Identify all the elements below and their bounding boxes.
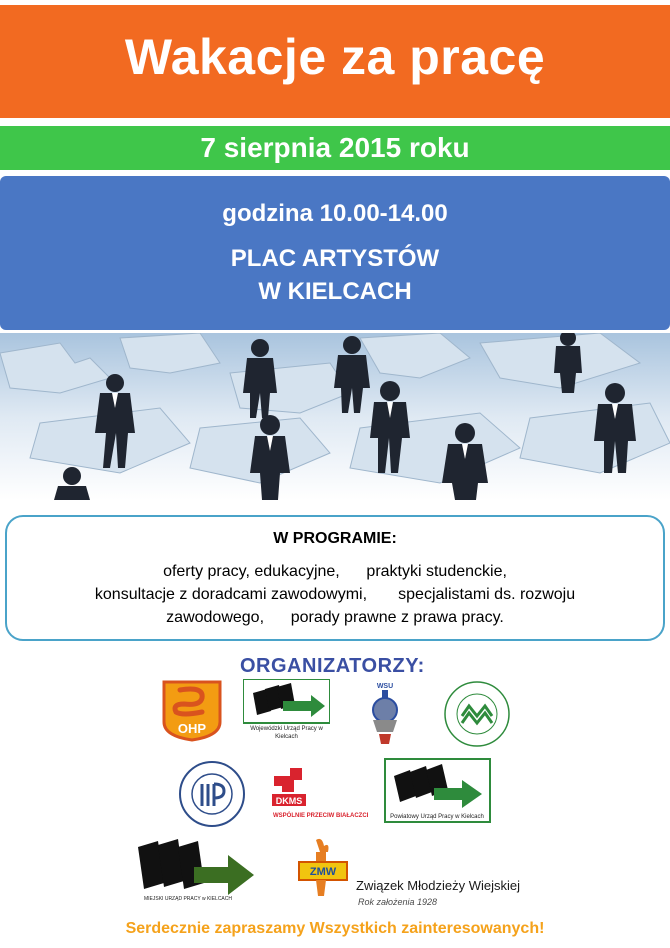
program-line: oferty pracy, edukacyjne, praktyki studenckie, xyxy=(163,563,507,580)
wup-logo xyxy=(243,679,330,749)
svg-text:WSPÓLNIE PRZECIW BIAŁACZCE: WSPÓLNIE PRZECIW BIAŁACZCE xyxy=(273,813,368,819)
ohp-logo-text: OHP xyxy=(177,721,207,736)
ohp-logo xyxy=(158,678,226,742)
organizers-title: ORGANIZATORZY: xyxy=(240,655,425,677)
svg-text:MIEJSKI URZĄD PRACY w KIELCACH: MIEJSKI URZĄD PRACY w KIELCACH xyxy=(144,896,232,902)
closing-invitation: Serdecznie zapraszamy Wszystkich zainteresowanych! xyxy=(125,920,545,937)
event-hours: godzina 10.00-14.00 xyxy=(222,200,448,227)
wup-logo-label: Wojewódzki Urząd Pracy w Kielcach xyxy=(250,726,323,740)
wsu-emblem xyxy=(363,680,407,746)
event-venue-line1: PLAC ARTYSTÓW xyxy=(230,245,440,272)
svg-text:DKMS: DKMS xyxy=(275,796,303,806)
program-line: konsultacje z doradcami zawodowymi, specjalistami ds. rozwoju xyxy=(94,586,576,603)
svg-text:WSU: WSU xyxy=(376,683,394,690)
pip-logo xyxy=(178,760,246,828)
dkms-logo xyxy=(268,766,368,822)
svg-text:ZMW: ZMW xyxy=(309,866,337,878)
pup-logo xyxy=(384,758,491,823)
zmw-badge xyxy=(296,838,350,898)
mup-logo xyxy=(132,837,256,903)
svg-text:Powiatowy Urząd Pracy w Kielca: Powiatowy Urząd Pracy w Kielcach xyxy=(390,814,484,820)
event-date: 7 sierpnia 2015 roku xyxy=(200,132,470,163)
sww-emblem xyxy=(442,680,512,748)
page-title: Wakacje za pracę xyxy=(124,29,546,85)
program-line: zawodowego, porady prawne z prawa pracy. xyxy=(166,609,504,626)
event-venue-line2: W KIELCACH xyxy=(258,278,412,305)
program-title: W PROGRAMIE: xyxy=(273,530,397,547)
business-puzzle-photo xyxy=(0,333,670,500)
zmw-name: Związek Młodzieży Wiejskiej xyxy=(356,878,520,893)
zmw-year: Rok założenia 1928 xyxy=(358,897,438,907)
